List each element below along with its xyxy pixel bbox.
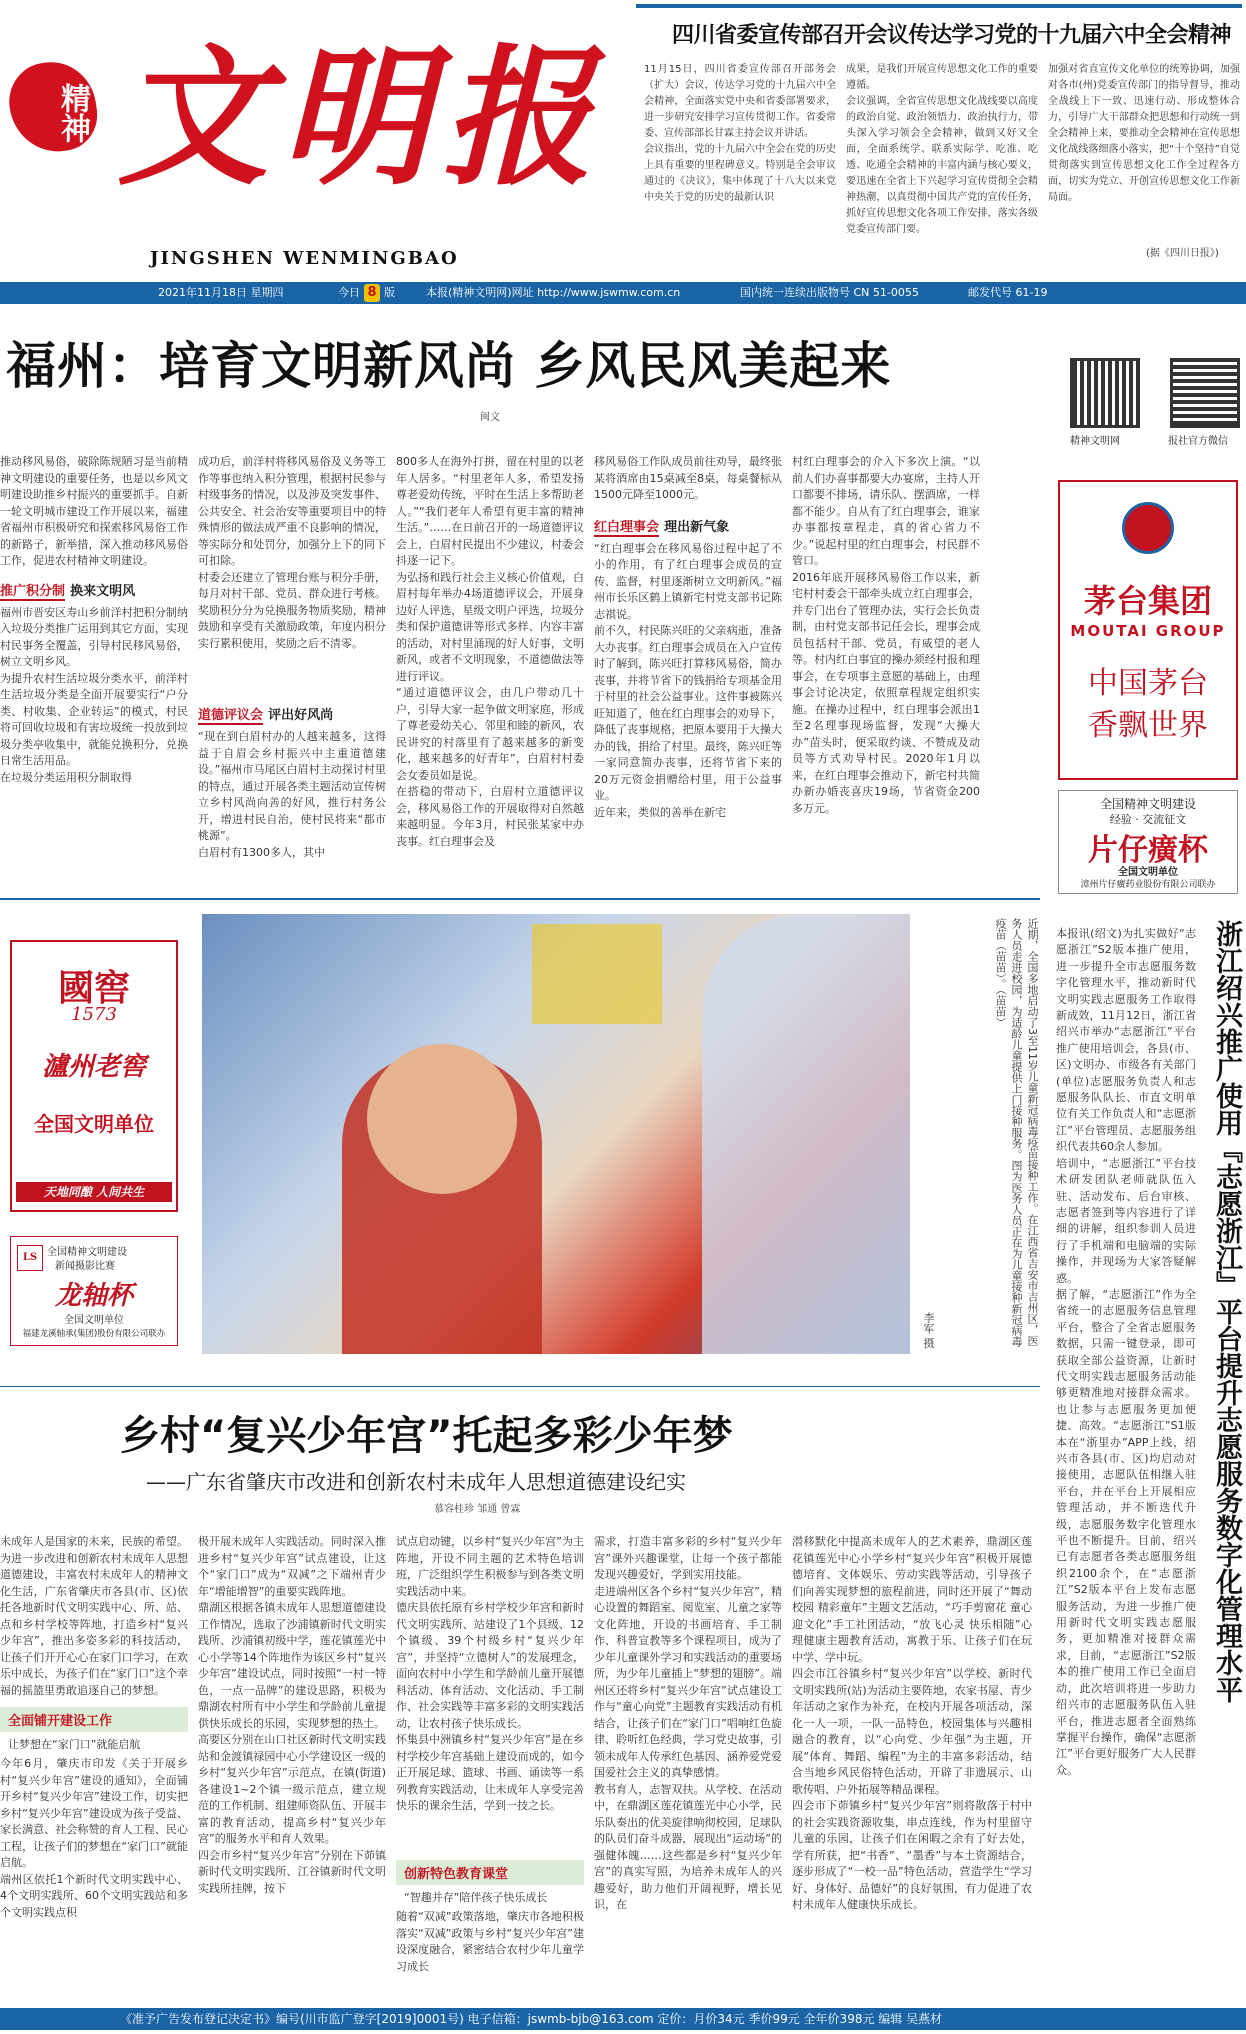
qr-code-1[interactable] — [1070, 358, 1140, 428]
lead-col4b-text: “红白理事会在移风易俗过程中起了不小的作用，有了红白理事会成员的宣传、监督，村里逐渐树立文明新风。”福州市长乐区鹤上镇新宅村党支部书记陈志祺说。 前不久，村民陈兴旺的父亲病逝，准备大办丧事。红白理事会成员在入户宣传时了解到，陈兴旺打算移风易俗，简办丧事，并将节省下的钱捐给专项基金用于村里的社会公益事业。这件事被陈兴旺知道了，他在红白理事会的劝导下，降低了丧事规格，把原本要用于大操大办的钱，捐给了村里。最终，陈兴旺等一家同意简办丧事，还将节省下来的20万元资金捐赠给村里，用于公益事业。 近年来，类似的善举在新宅 — [594, 541, 782, 819]
lead-col2b-text: “现在到白眉村办的人越来越多，这得益于自眉会乡村振兴中主重道德建设。”福州市马尾区白眉村主动探讨村里的特点，通过开展各类主题活动宣传树立乡村风尚向善的好风，推行村务公开，增进村民自治，使村民将来“都市桃源”。 白眉村有1300多人，其中 — [198, 730, 386, 859]
pzh-ad[interactable] — [1058, 790, 1238, 894]
longzhou-top-2: 新闻摄影比赛 — [55, 1261, 115, 1272]
top-news — [636, 4, 1242, 270]
guojiao-slogan: 天地同酿 人间共生 — [16, 1182, 172, 1202]
longzhou-logo-icon: LS — [17, 1245, 43, 1271]
top-news-col2: 成果，是我们开展宣传思想文化工作的重要遵循。 会议强调，全省宣传思想文化战线要以高度的政治自觉、政治领悟力、政治执行力，带头深入学习领会全会精神，做到又好又全面，全面系统学、联系实际学、吃准、吃透、吃通全会精神的丰富内涵与核心要义，要迅速在全省上下兴起学习宣传贯彻全会精神热潮，以真贯彻中国共产党的宣传任务，抓好宣传思想文化各项工作安排，落实各级党委宣传部门要。 — [846, 64, 1038, 235]
lead-col4-text: 移风易俗工作队成员前往劝导，最终张某将酒席由15桌减至8桌，每桌餐标从1500元降至1000元。 — [594, 455, 782, 501]
lead-column-1 — [0, 454, 188, 874]
zhejiang-title: 浙江绍兴推广使用『志愿浙江』平台提升志愿服务数字化管理水平 — [1211, 920, 1242, 1703]
rural-head-2: 创新特色教育课堂 — [396, 1860, 584, 1885]
moutai-slogan-2: 香飘世界 — [1088, 708, 1208, 743]
zhejiang-text: 本报讯(绍文)为扎实做好“志愿浙江”S2版本推广使用，进一步提升全市志愿服务数字化管理水平，推动新时代文明实践志愿服务工作取得新成效，11月12日，浙江省绍兴市举办“志愿浙江”平台推广使用培训会，各县(市、区)文明办、市级各有关部门(单位)志愿服务负责人和志愿服务队队长、市直文明单位有关工作负责人和“志愿浙江”平台管理员、志愿服务组织代表共60余人参加。 培训中，“志愿浙江”平台技术研发团队老师就队伍入驻、活动发布、后台审核、志愿者签到等内容进行了详细的讲解，组织参训人员进行了手机端和电脑端的实际操作，并现场为大家答疑解惑。 据了解，“志愿浙江”作为全省统一的志愿服务信息管理平台，整合了全省志愿服务数据，只需一键登录，即可获取全部公益资源，让新时代文明实践志愿服务活动能够更精准地对接群众需求。也让参与志愿服务更加便捷、高效。“志愿浙江”S1版本在“浙里办”APP上线，绍兴市各县(市、区)均启动对接使用，志愿队伍相继入驻平台，并在平台上开展相应管理活动，并不断迭代升级，志愿服务数字化管理水平也不断提升。目前，绍兴已有志愿者各类志愿服务组织2100余个，在“志愿浙江”S2版本平台上发布志愿服务活动，为进一步推广使用新时代文明实践志愿服务，更加精准对接群众需求，目前，“志愿浙江”S2版本的推广使用工作已全面启动，此次培训将进一步助力绍兴市的志愿服务队伍入驻平台，推进志愿者全面熟练掌握平台操作，确保“志愿浙江”平台更好服务广大人民群众。 — [1056, 927, 1196, 1777]
page-count-badge: 8 — [364, 284, 380, 302]
lead-title: 福州：培育文明新风尚 乡风民风美起来 — [6, 337, 892, 395]
rural-col3-text: 试点启动键，以乡村“复兴少年宫”为主阵地，开设不同主题的艺术特色培训班，广泛组织学生积极参与到各类文明实践活动中来。 德庆县依托原有乡村学校少年宫和新时代文明实践所、站建设了1个县级、12个镇级、39个村级乡村“复兴少年宫”，并坚持“立德树人”的发展理念，面向农村中小学生和学龄前儿童开展德科活动、体育活动、文化活动、手工制作、社会实践等丰富多彩的文明实践活动，让农村孩子快乐成长。 怀集县中洲镇乡村“复兴少年宫”是在乡村学校少年宫基础上建设而成的，如今正开展足球、篮球、书画、诵读等一系列教育实践活动，让未成年人享受完善快乐的课余生活，学到一技之长。 — [396, 1535, 584, 1812]
pzh-sub: 经验 · 交流征文 — [1109, 813, 1187, 826]
guojiao-ad[interactable] — [10, 940, 178, 1212]
info-bar — [0, 282, 1246, 304]
lead-col2-head-a: 道德评议会 — [198, 704, 263, 725]
lead-column-2 — [198, 454, 386, 874]
longzhou-label: 全国文明单位 — [64, 1315, 124, 1326]
lead-col1-head-a: 推广积分制 — [0, 580, 65, 601]
pzh-name: 片仔癀杯 — [1088, 833, 1208, 868]
rural-subtitle: ——广东省肇庆市改进和创新农村未成年人思想道德建设纪实 — [146, 1470, 686, 1494]
rural-head-2-sub: “智趣并存”陪伴孩子快乐成长 — [404, 1891, 548, 1904]
lead-col4-head-a: 红白理事会 — [594, 516, 659, 537]
moutai-slogan-1: 中国茅台 — [1088, 666, 1208, 701]
section-divider-mid — [0, 898, 1040, 900]
rural-title: 乡村“复兴少年宫”托起多彩少年梦 — [120, 1413, 733, 1459]
post-code: 邮发代号 61-19 — [968, 286, 1048, 299]
qr-code-2[interactable] — [1170, 358, 1240, 428]
rural-col3b-text: 随着“双减”政策落地，肇庆市各地积极落实“双减”政策与乡村“复兴少年宫”建设深度融合，紧密结合农村少年儿童学习成长 — [396, 1910, 584, 1973]
photo-child-face — [367, 1044, 517, 1194]
lead-col1-head — [0, 576, 188, 605]
lead-col4-head — [594, 512, 782, 541]
lead-col5-text: 村红白理事会的介入下多次上演。“以前人们办喜事都要大办宴席，主持人开口都要不排场，请乐队、摆酒席，一样都不能少。自从有了红白理事会，谁家办事都按章程走，真的省心省力不少。”说起村里的红白理事会，村民群不管口。 2016年底开展移风易俗工作以来，新宅村村委会干部牵头成立红白理事会，并专门出台了管理办法，实行会长负责制，由村党支部书记任会长，理事会成员包括村干部、党员，有威望的老人等。村内红白事宜的操办须经村报和理事会，在专项事主意愿的基础上，由理事会讨论决定，依照章程规定组织实施。在操办过程中，红白理事会派出1至2名理事现场监督，发现“大操大办”苗头时，便采取约谈、不赞成及动员等方式劝导村民。2020年1月以来，在红白理事会推动下，新宅村共简办新办婚丧喜庆19场，节省资金200多万元。 — [792, 455, 980, 815]
photo-poster — [532, 924, 662, 1024]
longzhou-top-1: 全国精神文明建设 — [47, 1247, 127, 1258]
photo-doctor-shape — [702, 914, 910, 1354]
top-news-source: (据《四川日报》) — [1146, 248, 1219, 259]
rural-col5-text: 潜移默化中提高未成年人的艺术素养，鼎湖区莲花镇莲光中心小学乡村“复兴少年宫”积极开展德德培育、文体娱乐、劳动实践等活动，引导孩子们向善实现梦想的旅程前进，同时还开展了“舞动校园 精彩童年”主题文艺活动，“巧手剪窗花 童心迎文化”手工社团活动，“放飞心灵 快乐相随”心理健康主题教育活动，寓教于乐、让孩子们在玩中学、学中玩。 四会市江谷镇乡村“复兴少年宫”以学校、新时代文明实践所(站)为活动主要阵地，农家书屋、青少年活动之家作为补充，在校内开展各项活动，深化一人一项，一队一品特色，校园集体与兴趣相融合的教育，以“心向党、少年强”为主题，开展“体育、舞蹈、编程”为主的丰富多彩活动，结合当地乡风民俗特色活动，开辟了非遗展示、山歌传唱、户外拓展等精品课程。 四会市下茆镇乡村“复兴少年宫”则将散落于村中的社会实践资源收集，串点连线，作为村里留守儿童的乐园，让孩子们在闲暇之余有了好去处，学有所获，把“书香”、“墨香”与本土资源结合，逐步形成了“一校一品”特色活动，营造学生“学习好、身体好、品德好”的良好氛围，有力促进了农村未成年人健康快乐成长。 — [792, 1535, 1032, 1911]
guojiao-year: 1573 — [71, 1004, 117, 1025]
small-logo-text: 精神 — [55, 83, 90, 143]
today-pages-label: 今日 — [338, 286, 360, 299]
rural-byline: 慕容桂珍 邹通 曾霖 — [434, 1504, 521, 1515]
photo-caption: 近期，全国多地启动了3至11岁儿童新冠病毒疫苗接种工作。在江西省吉安市吉州区，医务人员走进校园，为适龄儿童提供上门接种服务。图为医务人员正在为儿童接种新冠病毒疫苗（苗苗）。（苗苗） — [994, 918, 1039, 1347]
masthead-title: 文明报 — [118, 30, 605, 206]
rural-col4-text: 需求，打造丰富多彩的乡村“复兴少年宫”课外兴趣课堂，让每一个孩子都能发现兴趣爱好，学到实用技能。 走进端州区各个乡村“复兴少年宫”，精心设置的舞蹈室、阅览室、儿童之家等文化阵地，开设的书画培育、手工制作、科普宣教等多个课程项目，成为了少年儿童课外学习和实践活动的重要场所，为少年儿童插上“梦想的翅膀”。端州区还将乡村“复兴少年宫”试点建设工作与“童心向党”主题教育实践活动有机结合，让孩子们在“家门口”唱响红色旋律、聆听红色经典，学习党史故事，引领未成年人传承红色基因、涵养爱党爱国爱社会主义的真挚感情。 教书育人，志智双扶。从学校、在活动中，在鼎湖区莲花镇莲光中心小学，民乐队奏出的优美旋律响彻校园，足球队的队员们奋斗成器，展现出“运动场”的强健体魄……这些都是乡村“复兴少年宫”的真实写照，为培养未成年人的兴趣爱好，助力他们开阔视野，增长见识，在 — [594, 1535, 782, 1911]
rural-col1-text: 未成年人是国家的未来，民族的希望。为进一步改进和创新农村未成年人思想道德建设，丰富农村未成年人的精神文化生活，广东省肇庆市各县(市、区)依托各地新时代文明实践中心、所、站、点和乡村学校等阵地，打造乡村“复兴少年宫”，推出多姿多彩的科技活动，让孩子们开开心心在家门口学习，在欢乐中成长，为孩子们在“家门口”这个幸福的摇篮里勇敢追逐自己的梦想。 — [0, 1535, 188, 1697]
masthead — [0, 0, 628, 282]
photo-credit: 李军 摄 — [922, 1312, 935, 1349]
guojiao-brand: 國窖 — [57, 967, 130, 1009]
top-news-col3: 加强对省直宣传文化单位的统筹协调，加强对各市(州)党委宣传部门的指导督导，推动全战线上下一致、迅速行动、形成整体合力，引导广大干部群众把思想和行动统一到全会精神上来，要推动全会精神在宣传思想文化战线落细落小落实，把“十个坚持”自觉贯彻落实到宣传思想文化工作全过程各方面，切实为党立、开创宣传思想文化工作新局面。 — [1048, 64, 1240, 203]
issue-date: 2021年11月18日 星期四 — [158, 286, 284, 299]
rural-col2-text: 极开展未成年人实践活动。同时深入推进乡村“复兴少年宫”试点建设，让这个“家门口”成为“双减”之下端州青少年“增能增智”的重要实践阵地。 鼎湖区根据各镇未成年人思想道德建设工作情况，选取了沙浦镇新时代文明实践所、沙浦镇初级中学，莲花镇莲光中心小学等14个阵地作为该区乡村“复兴少年宫”建设试点，同时按照“一村一特色，一点一品牌”的建设思路，积极为鼎湖农村所有中小学生和学龄前儿童提供快乐成长的乐园，实现梦想的热土。 高要区分别在山口社区新时代文明实践站和金渡镇禄园中心小学建设区一级的乡村“复兴少年宫”示范点，在镇(街道)各建设1~2个镇一级示范点，建立规范的工作机制、组建师资队伍、开展丰富的教育活动，提高乡村“复兴少年宫”的服务水平和育人效果。 四会市乡村“复兴少年宫”分别在下茆镇新时代文明实践所、江谷镇新时代文明实践所挂牌，按下 — [198, 1535, 386, 1895]
guojiao-label: 全国文明单位 — [34, 1112, 154, 1136]
rural-column-3 — [396, 1534, 584, 1996]
lead-col2-head-b: 评出好风尚 — [268, 708, 334, 723]
lead-col1-head-b: 换来文明风 — [70, 583, 136, 599]
qr-label-1: 精神文明网 — [1070, 436, 1120, 447]
moutai-ad[interactable] — [1058, 480, 1238, 780]
rural-column-1 — [0, 1534, 188, 1996]
longzhou-ad[interactable] — [10, 1236, 178, 1346]
longzhou-name: 龙轴杯 — [54, 1281, 133, 1311]
lead-column-4 — [594, 454, 782, 874]
website: 本报(精神文明网)网址 http://www.jswmw.com.cn — [426, 286, 681, 299]
top-news-title: 四川省委宣传部召开会议传达学习党的十九届六中全会精神 — [672, 23, 1232, 48]
rural-head-1-sub: 让梦想在“家门口”就能启航 — [8, 1738, 141, 1751]
footer-bar — [0, 2008, 1246, 2030]
lead-col2-text: 成功后，前洋村将移风易俗及义务等工作等事也纳入积分管理，根据村民参与村级事务的情况，以及涉及突发事件、公共安全、社会治安等重要项目中的特殊情形的做法成严重不良影响的情况，等实际分和处罚分，加强分上下的同下可扣除。 村委会还建立了管理台账与积分手册，每月对村干部、党员、群众进行考核。奖励积分分为兑换服务物质奖励，精神鼓励和享受有关激励政策，年度内积分实行累积使用，奖励之后不清零。 — [198, 455, 386, 650]
lead-col3-text: 800多人在海外打拼，留在村里的以老年人居多。“村里老年人多，希望发扬尊老爱幼传统，平时在生活上多帮助老人。”“我们老年人希望有更丰富的精神生活。”……在日前召开的一场道德评议会上，白眉村民提出不少建议，村委会抖逐一记下。 为弘扬和践行社会主义核心价值观，白眉村每年举办4场道德评议会，开展身边好人评选，星级文明户评选，垃圾分类和保护道德讲等形式多样、内容丰富的活动，对村里涌现的好人好事，文明新风，或者不文明现象，不道德做法等进行评议。 “通过道德评议会，由几户带动几十户，引导大家一起争做文明家庭，形成了尊老爱幼关心、邻里和睦的新风，农民讲究的村落里有了越来越多的新变化，越来越多的好青年”，白眉村村委会女委员如是说。 在搭稳的带动下，白眉村立道德评议会，移风易俗工作的开展取得对自然越来越明显。今年3月，村民张某家中办丧事。红白理事会及 — [396, 455, 584, 848]
pzh-company: 漳州片仔癀药业股份有限公司联办 — [1080, 880, 1216, 890]
lead-col2-head — [198, 700, 386, 729]
lead-col1b-text: 福州市晋安区寿山乡前洋村把积分制纳入垃圾分类推广运用到其它方面，实现村民事务全覆盖，引导村民移风易俗，树立文明乡风。 为提升农村生活垃圾分类水平，前洋村生活垃圾分类是全面开展要实行“户分类、村收集、企业转运”的模式，村民将可回收垃圾和有害垃圾统一投放到垃圾分类亭收集中，就能兑换积分，兑换日常生活用品。 在垃圾分类运用积分制取得 — [0, 605, 188, 784]
pzh-org-label: 全国文明单位 — [1118, 867, 1178, 878]
qr-label-2: 报社官方微信 — [1168, 436, 1228, 447]
moutai-name: 茅台集团 — [1083, 582, 1212, 620]
top-news-col1: 11月15日，四川省委宣传部召开部务会（扩大）会议，传达学习党的十九届六中全会精神，全面落实党中央和省委部署要求，进一步研究安排学习宣传贯彻工作。省委常委、宣传部部长甘霖主持会议并讲话。 会议指出，党的十九届六中全会在党的历史上具有重要的里程碑意义。特别是全会审议通过的《决议》，集中体现了十八大以来党中央关于党的历史的最新认识 — [644, 64, 836, 203]
moutai-en: MOUTAI GROUP — [1070, 622, 1226, 640]
news-photo-vaccination — [202, 914, 910, 1354]
pzh-top: 全国精神文明建设 — [1099, 797, 1196, 811]
lead-col1-text: 推动移风易俗，破除陈规陋习是当前精神文明建设的重要任务，也是以乡风文明建设助推乡村振兴的重要抓手。自新一轮文明城市建设工作开展以来，福建省福州市积极研究和探索移风易俗工作的新路子，新举措，深入推动移风易俗工作，促进农村精神文明建设。 — [0, 455, 188, 567]
moutai-logo-icon — [1122, 502, 1174, 554]
guojiao-brand-2: 瀘州老窖 — [41, 1052, 146, 1082]
longzhou-company: 福建龙溪轴承(集团)股份有限公司联办 — [22, 1329, 166, 1339]
issn: 国内统一连续出版物号 CN 51-0055 — [740, 286, 919, 299]
page-unit: 版 — [384, 286, 395, 299]
top-news-bar — [636, 4, 1242, 8]
footer-text: 《准予广告发布登记决定书》编号(川市监广登字[2019]0001号) 电子信箱：jswmb-bjb@163.com 定价：月价34元 季价99元 全年价398元 编辑 吴燕材 — [120, 2012, 943, 2026]
rural-head-1: 全面铺开建设工作 — [0, 1707, 188, 1732]
lead-col4-head-b: 理出新气象 — [664, 519, 730, 535]
section-divider-lower — [0, 1386, 1040, 1387]
rural-col1b-text: 今年6月，肇庆市印发《关于开展乡村“复兴少年宫”建设的通知》，全面铺开乡村“复兴少年宫”建设工作，切实把乡村“复兴少年宫”建设成为孩子受益、家长满意、社会称赞的育人工程、民心工程，让孩子们的梦想在“家门口”就能启航。 端州区依托1个新时代文明实践中心、4个文明实践所、60个文明实践站和多个文明实践点积 — [0, 1757, 188, 1919]
lead-byline: 闽文 — [480, 412, 500, 423]
masthead-pinyin: JINGSHEN WENMINGBAO — [150, 248, 459, 269]
